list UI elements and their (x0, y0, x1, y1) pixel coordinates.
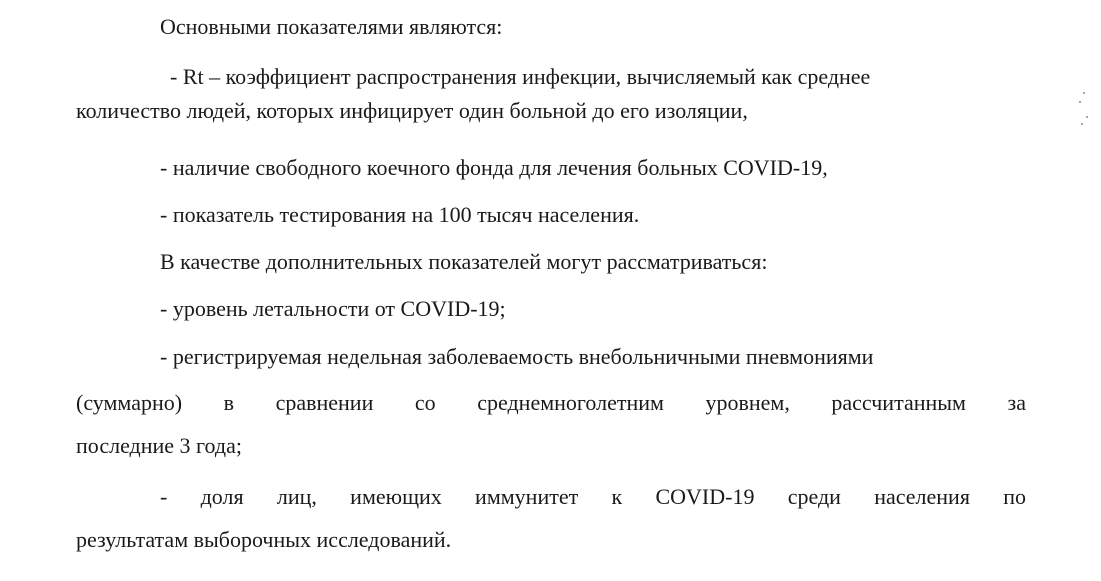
pneumonia-item-line-1: - регистрируемая недельная заболеваемость внебольничными пневмониями (160, 344, 874, 369)
scan-speck (1079, 101, 1081, 103)
main-indicators-heading: Основными показателями являются: (160, 14, 503, 39)
pneumonia-item-line-3: последние 3 года; (76, 433, 242, 458)
mortality-item: - уровень летальности от COVID-19; (160, 296, 506, 321)
testing-rate-item: - показатель тестирования на 100 тысяч населения. (160, 202, 640, 227)
rt-item-line-2: количество людей, которых инфицирует один больной до его изоляции, (76, 98, 748, 123)
immunity-item-line-2: результатам выборочных исследований. (76, 527, 452, 552)
scan-speck (1081, 123, 1083, 125)
pneumonia-item-line-2: (суммарно) в сравнении со среднемноголетним уровнем, рассчитанным за (76, 390, 1026, 415)
bed-capacity-item: - наличие свободного коечного фонда для лечения больных COVID-19, (160, 155, 828, 180)
scan-speck (1086, 116, 1088, 118)
scan-speck (1083, 92, 1085, 94)
immunity-item-line-1: - доля лиц, имеющих иммунитет к COVID-19 среди населения по (160, 484, 1026, 509)
rt-item-line-1: - Rt – коэффициент распространения инфекции, вычисляемый как среднее (170, 64, 871, 89)
additional-indicators-heading: В качестве дополнительных показателей могут рассматриваться: (160, 249, 768, 274)
